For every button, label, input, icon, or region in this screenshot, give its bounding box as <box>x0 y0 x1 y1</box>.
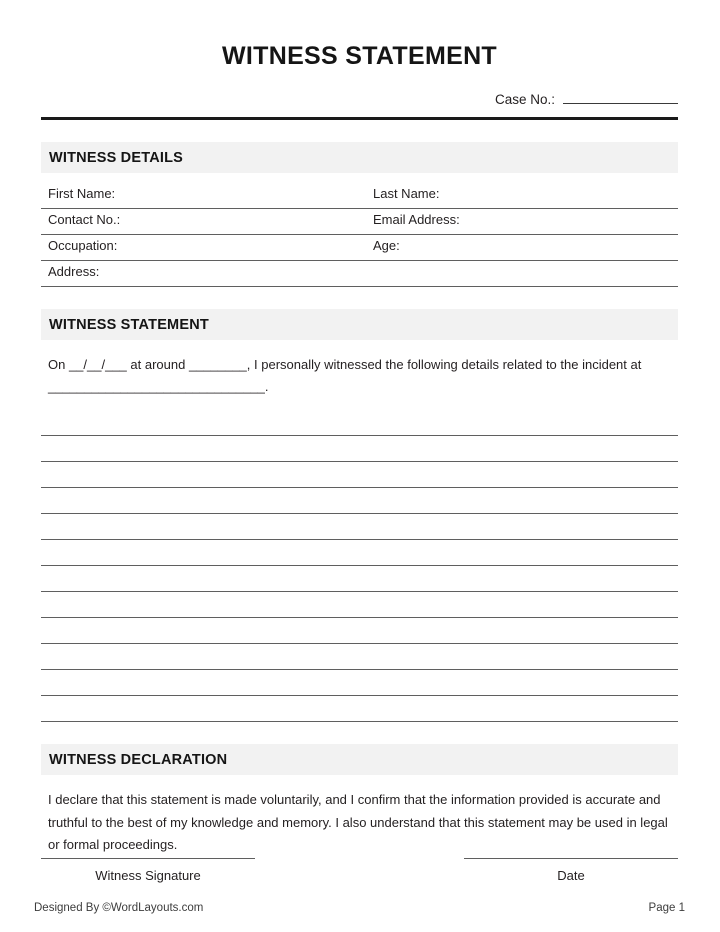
section-title-witness-statement: WITNESS STATEMENT <box>49 316 209 333</box>
case-number-label: Case No.: <box>494 92 555 107</box>
statement-line[interactable] <box>41 618 678 644</box>
statement-line[interactable] <box>41 436 678 462</box>
address-label: Address: <box>48 264 100 279</box>
declaration-body: I declare that this statement is made voluntarily, and I confirm that the information provided is accurate and truthful to the best of my knowledge and memory. I also understand that this statement may be used in legal or formal proceedings. <box>48 792 668 852</box>
email-address-label: Email Address: <box>373 212 460 227</box>
section-title-witness-details: WITNESS DETAILS <box>49 149 184 166</box>
witness-details-table <box>41 183 678 287</box>
statement-intro-line-2: ______________________________. <box>48 379 269 394</box>
statement-line[interactable] <box>41 410 678 436</box>
statement-line[interactable] <box>41 514 678 540</box>
date-label: Date <box>557 868 585 883</box>
page-footer <box>34 902 685 914</box>
statement-line[interactable] <box>41 540 678 566</box>
statement-line[interactable] <box>41 670 678 696</box>
footer-page-number: Page 1 <box>648 902 685 914</box>
footer-credit: Designed By ©WordLayouts.com <box>34 902 204 914</box>
document-content <box>41 0 678 857</box>
statement-line[interactable] <box>41 462 678 488</box>
last-name-label: Last Name: <box>373 186 440 201</box>
signature-block <box>41 858 678 883</box>
table-row <box>41 183 678 209</box>
contact-no-label: Contact No.: <box>48 212 121 227</box>
witness-signature-line[interactable] <box>41 858 255 859</box>
section-title-witness-declaration: WITNESS DECLARATION <box>49 751 228 768</box>
case-number-row <box>41 90 678 107</box>
table-row <box>41 235 678 261</box>
section-header-witness-declaration <box>41 744 678 775</box>
date-line[interactable] <box>464 858 678 859</box>
statement-line[interactable] <box>41 644 678 670</box>
statement-writing-lines[interactable] <box>41 410 678 722</box>
statement-line[interactable] <box>41 592 678 618</box>
statement-line[interactable] <box>41 566 678 592</box>
date-field[interactable] <box>464 858 678 883</box>
case-number-input[interactable] <box>563 90 678 104</box>
statement-intro <box>41 354 648 398</box>
witness-signature-field[interactable] <box>41 858 255 883</box>
statement-line[interactable] <box>41 488 678 514</box>
witness-signature-label: Witness Signature <box>95 868 201 883</box>
header-divider <box>41 117 678 120</box>
table-row-address <box>41 261 678 287</box>
first-name-label: First Name: <box>48 186 116 201</box>
occupation-label: Occupation: <box>48 238 118 253</box>
section-header-witness-details <box>41 142 678 173</box>
table-row <box>41 209 678 235</box>
section-header-witness-statement <box>41 309 678 340</box>
statement-intro-line-1: On __/__/___ at around ________, I personally witnessed the following details related to the incident at <box>48 357 642 372</box>
page-title: WITNESS STATEMENT <box>222 42 497 70</box>
age-label: Age: <box>373 238 400 253</box>
statement-line[interactable] <box>41 696 678 722</box>
